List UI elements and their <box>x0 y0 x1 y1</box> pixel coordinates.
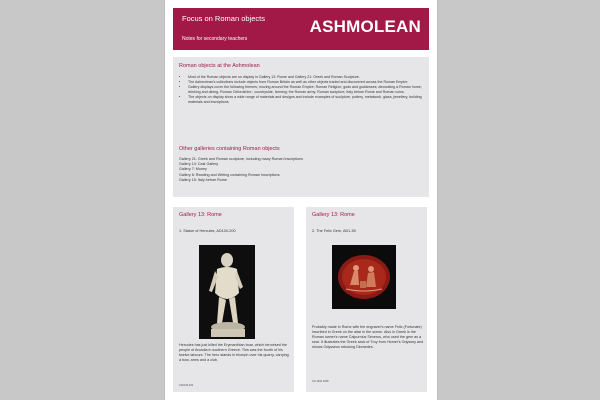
intro-heading: Roman objects at the Ashmolean <box>179 63 260 69</box>
intro-bullet-list <box>179 75 432 105</box>
list-item: Gallery 15: Italy before Rome <box>179 177 227 182</box>
document-title: Focus on Roman objects <box>182 14 265 23</box>
list-item: • Gallery displays cover the following themes; moving around the Roman Empire; Roman Religion; gods and goddesses; decorating a Roman home; drinking and dining; Roman Oxfordshire ; countryside, farming; the Roman army; Roman sculpture; Italy before Rome and Roman coins. <box>188 85 432 95</box>
list-item: • The objects on display show a wide range of materials and designs and include examples of sculpture, pottery, metalwork, glass, jewellery, building materials and inscriptions. <box>188 95 432 105</box>
felix-gem-card <box>306 207 427 392</box>
gallery-list <box>179 157 303 183</box>
ashmolean-logo: ASHMOLEAN <box>309 17 421 36</box>
list-item: Gallery 21: Greek and Roman sculpture, including many Roman inscriptions <box>179 157 303 161</box>
list-item: Gallery 14: Cast Gallery <box>179 162 219 167</box>
list-item: Gallery 6: Reading and Writing containing Roman Inscriptions <box>179 172 280 177</box>
card-title: Gallery 13: Rome <box>179 212 222 218</box>
accession-number: AN 1966.1808 <box>312 380 329 383</box>
card-item-label: 2. The Felix Gem, AD1-50 <box>312 229 356 233</box>
hercules-statue-image <box>199 245 255 339</box>
accession-number: ANChM.429 <box>179 384 194 387</box>
list-item: • The Ashmolean's collections include objects from Roman Britain as well as other objects traded and discovered across the Roman Empire. <box>188 80 432 85</box>
other-galleries-heading: Other galleries containing Roman objects <box>179 146 280 152</box>
card-item-label: 1. Statue of Hercules, AD100-200 <box>179 229 236 233</box>
felix-gem-image <box>332 245 396 309</box>
hercules-card <box>173 207 294 392</box>
document-page <box>165 0 437 400</box>
list-item: • Most of the Roman objects are on display in Gallery 13: Rome and Gallery 21: Greek and Roman Sculpture. <box>188 75 432 80</box>
header-banner <box>173 8 429 50</box>
document-subtitle: Notes for secondary teachers <box>182 36 248 42</box>
card-title: Gallery 13: Rome <box>312 212 355 218</box>
card-description: Probably made in Rome with the engraver's name Felix (Fortunate) inscribed in Greek on the altar in the scene. Also in Greek is the Roman owner's name Calpurnius Severus, who used the gem as a seal. It illustrates the Greek sack of Troy from Homer's Odyssey and shows Odysseus rebuking Diomedes. <box>312 325 424 349</box>
list-item: Gallery 7: Money <box>179 167 207 172</box>
card-description: Hercules has just killed the Erymanthian boar, which terrorised the people of Arcadia in southern Greece. This was the fourth of his twelve labours. The hero stands in triumph over his quarry, carrying a bow, arms and a club. <box>179 343 289 362</box>
intro-panel <box>173 57 429 197</box>
